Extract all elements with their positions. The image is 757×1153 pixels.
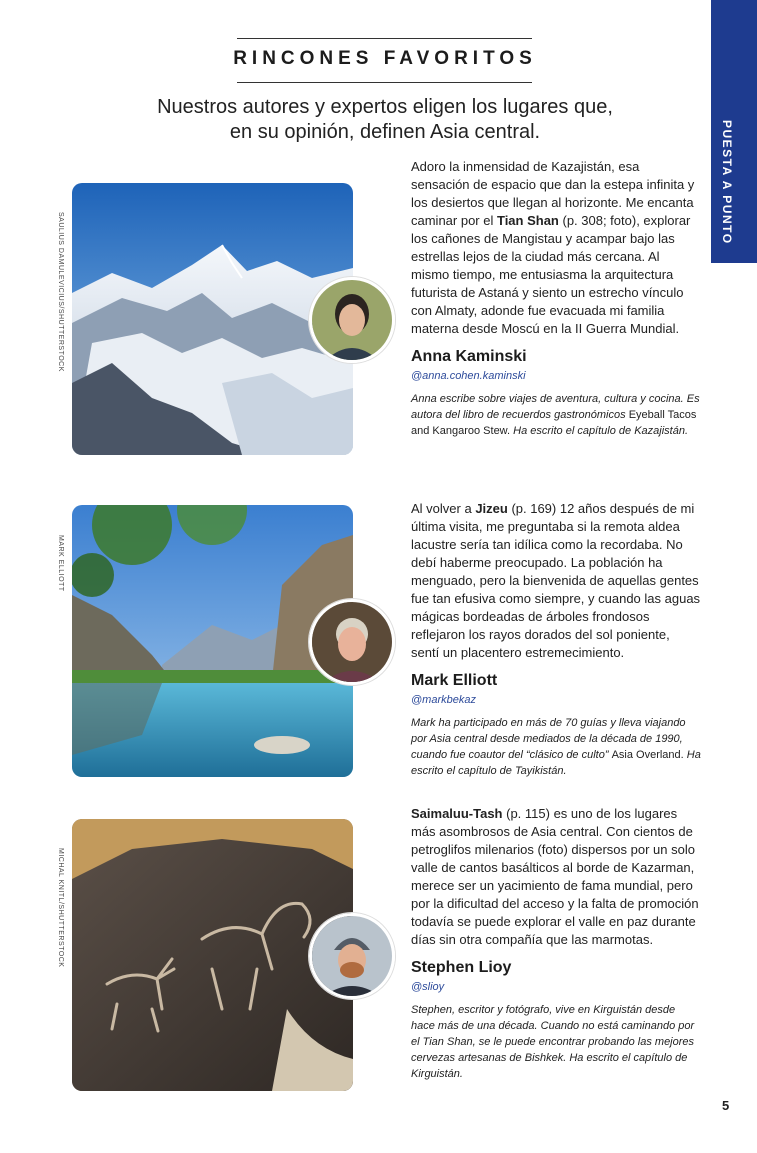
page-number: 5 [722,1098,730,1113]
entry-text: Saimaluu-Tash (p. 115) es uno de los lugares más asombrosos de Asia central. Con cientos de petroglifos milenarios (foto) dispersos por un solo valle de cantos basálticos al borde de Kazarman, merece ser un yacimiento de fama mundial, pero por la dificultad del acceso y la falta de promoción todavía se puede explorar el valle en paz durante días sin otra compañía que las marmotas. [411,806,699,947]
entry-text: Al volver a Jizeu (p. 169) 12 años después de mi última visita, me preguntaba si la remota aldea lacustre sería tan idílica como la recordaba. No debí haberme preocupado. La población ha menguado, pero la bienvenida de aquellas gentes fue tan efusiva como siempre, y cuando las aguas mágicas bordeadas de árboles frondosos reflejaron los rayos dorados del sol poniente, sentí un placentero estremecimiento. [411,501,701,660]
book-title: Eyeball Tacos and Kangaroo Stew. [411,409,697,437]
place-highlight: Tian Shan [496,213,559,228]
entry-text: Adoro la inmensidad de Kazajistán, esa sensación de espacio que dan la estepa infinita y los desiertos que llegan al horizonte. Me encanta caminar por el Tian Shan (p. 308; foto), explorar los cañones de Mangistau y acampar bajo las estrellas lejos de la ciudad más cercana. Al mismo tiempo, me entusiasma la arquitectura futurista de Astaná y siento un estrecho vínculo con Almaty, adonde fue evacuada mi familia materna desde Moscú en la II Guerra Mundial. [411,159,695,336]
photo-credit-3: MICHAL KNITL/SHUTTERSTOCK [57,848,64,968]
entry-anna-kaminski [411,158,701,439]
section-side-tab [711,0,757,263]
avatar-anna-kaminski [309,277,395,363]
author-bio: Anna escribe sobre viajes de aventura, cultura y cocina. Es autora del libro de recuerdos gastronómicos Eyeball Tacos and Kangaroo Stew. Ha escrito el capítulo de Kazajistán. [411,393,700,437]
book-title: Asia Overland. [611,749,684,761]
side-tab-label: PUESTA A PUNTO [720,120,734,245]
section-title: RINCONES FAVORITOS [233,48,537,69]
avatar-mark-elliott [309,599,395,685]
author-handle[interactable]: @markbekaz [411,694,476,706]
author-bio: Mark ha participado en más de 70 guías y lleva viajando por Asia central desde mediados de la década de 1990, cuando fue coautor del “clásico de culto” Asia Overland. Ha escrito el capítulo de Tayikistán. [411,717,701,777]
place-highlight: Jizeu [475,501,508,516]
author-handle[interactable]: @anna.cohen.kaminski [411,370,526,382]
photo-credit-2: MARK ELLIOTT [57,535,64,592]
title-rule-top [237,38,532,39]
place-highlight: Saimaluu-Tash [411,806,503,821]
author-bio: Stephen, escritor y fotógrafo, vive en Kirguistán desde hace más de una década. Cuando no está caminando por el Tian Shan, se le puede encontrar probando las mejores cervezas artesanas de Bishkek. Ha escrito el capítulo de Kirguistán. [411,1004,695,1080]
photo-credit-1: SAULIUS DAMULEVICIUS/SHUTTERSTOCK [57,212,64,372]
author-name: Anna Kaminski [411,348,527,365]
subtitle-line-1: Nuestros autores y expertos eligen los lugares que, [157,96,613,118]
entry-stephen-lioy [411,805,701,1082]
title-rule-bottom [237,82,532,83]
avatar-stephen-lioy [309,913,395,999]
entry-mark-elliott [411,500,701,779]
author-name: Stephen Lioy [411,959,512,976]
page-subtitle [120,95,650,145]
author-handle[interactable]: @slioy [411,981,445,993]
author-name: Mark Elliott [411,672,498,689]
subtitle-line-2: en su opinión, definen Asia central. [229,121,541,143]
